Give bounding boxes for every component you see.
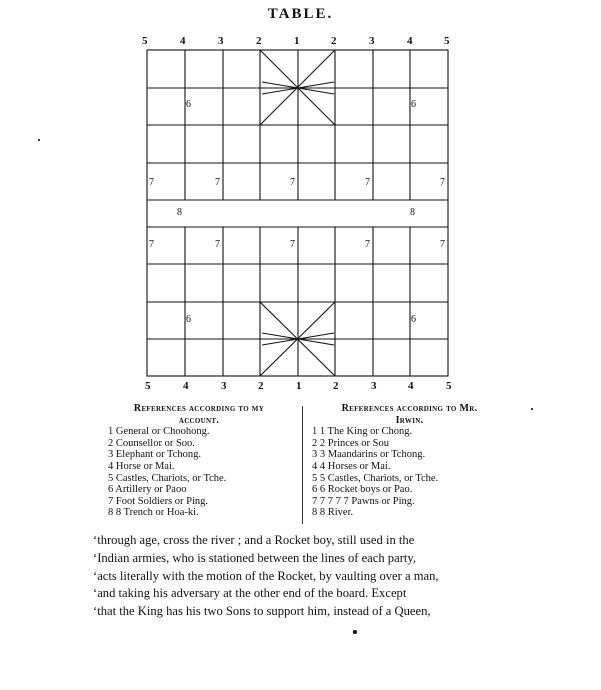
bottom-number: 1: [296, 380, 302, 392]
paragraph-line: ‘and taking his adversary at the other end of the board. Except: [93, 586, 407, 601]
paragraph-line: ‘through age, cross the river ; and a Rocket boy, still used in the: [93, 533, 415, 547]
ink-speck: [38, 139, 40, 141]
reference-item: 2 Counsellor or Soo.: [108, 437, 195, 449]
bottom-number: 4: [408, 380, 414, 392]
ink-speck: [531, 408, 533, 410]
board-label-7: 7: [440, 239, 445, 250]
bottom-number: 5: [446, 380, 452, 392]
top-number: 4: [407, 35, 413, 47]
reference-item: 6 Artillery or Paoo: [108, 484, 187, 496]
left-references-heading: References according to my: [133, 403, 265, 414]
paragraph-line: ‘that the King has his two Sons to support him, instead of a Queen,: [93, 604, 431, 619]
reference-item: 8 8 Trench or Hoa-ki.: [108, 507, 199, 519]
reference-item: 5 5 Castles, Chariots, or Tche.: [312, 472, 439, 484]
top-number: 5: [142, 35, 148, 47]
board-label-8: 8: [177, 207, 182, 218]
board-label-6: 6: [411, 314, 416, 325]
reference-divider: [302, 406, 303, 524]
board-label-7: 7: [440, 177, 445, 188]
board-label-7: 7: [365, 239, 370, 250]
top-number: 3: [369, 35, 375, 47]
board-label-6: 6: [186, 99, 191, 110]
reference-item: 5 Castles, Chariots, or Tche.: [108, 472, 227, 484]
board-label-7: 7: [215, 239, 220, 250]
board-label-7: 7: [290, 239, 295, 250]
board-label-7: 7: [215, 177, 220, 188]
right-references: [312, 403, 507, 519]
bottom-number: 5: [145, 380, 151, 392]
reference-item: 2 2 Princes or Sou: [312, 437, 389, 449]
body-paragraph: [93, 532, 513, 621]
reference-item: 1 1 The King or Chong.: [312, 426, 413, 438]
top-number: 1: [294, 35, 300, 47]
reference-item: 3 3 Maandarins or Tchong.: [312, 449, 426, 461]
paragraph-line: ‘Indian armies, who is stationed between the lines of each party,: [93, 550, 417, 565]
board-label-7: 7: [149, 177, 154, 188]
right-references-heading-2: Irwin.: [395, 414, 424, 426]
reference-item: 6 6 Rocket boys or Pao.: [312, 484, 413, 496]
board-label-6: 6: [411, 99, 416, 110]
page-title: TABLE.: [267, 6, 334, 22]
top-number: 2: [331, 35, 337, 47]
top-number: 5: [444, 35, 450, 47]
bottom-number: 4: [183, 380, 189, 392]
paragraph-line: ‘acts literally with the motion of the Rocket, by vaulting over a man,: [93, 568, 439, 583]
reference-item: 7 Foot Soldiers or Ping.: [108, 495, 209, 507]
top-number: 2: [256, 35, 262, 47]
left-references: [108, 403, 290, 519]
left-references-heading-2: account.: [178, 414, 220, 426]
bottom-number: 3: [371, 380, 377, 392]
reference-item: 4 4 Horses or Mai.: [312, 460, 391, 472]
top-number: 3: [218, 35, 224, 47]
board-label-7: 7: [365, 177, 370, 188]
reference-item: 7 7 7 7 7 Pawns or Ping.: [312, 495, 415, 507]
reference-item: 8 8 River.: [312, 507, 354, 519]
reference-item: 4 Horse or Mai.: [108, 460, 175, 472]
right-references-heading: References according to Mr.: [341, 403, 478, 414]
reference-item: 1 General or Choohong.: [108, 426, 210, 438]
board-label-7: 7: [149, 239, 154, 250]
bottom-number: 2: [333, 380, 339, 392]
top-number: 4: [180, 35, 186, 47]
reference-item: 3 Elephant or Tchong.: [108, 449, 201, 461]
board-label-6: 6: [186, 314, 191, 325]
board-label-7: 7: [290, 177, 295, 188]
ink-speck: [353, 630, 357, 634]
board-label-8: 8: [410, 207, 415, 218]
bottom-number: 2: [258, 380, 264, 392]
bottom-number: 3: [221, 380, 227, 392]
